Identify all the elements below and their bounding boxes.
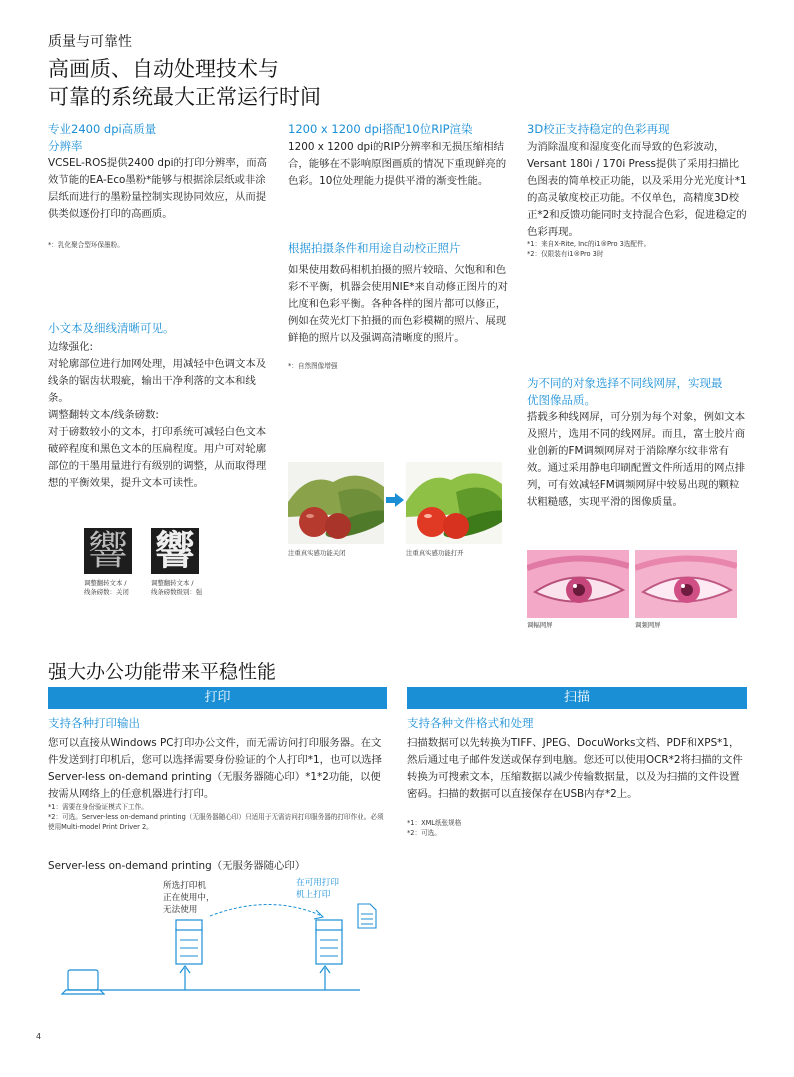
glyph-sample-off: 響 <box>84 528 132 574</box>
rip-text: 1200 x 1200 dpi的RIP分辨率和无损压缩相结合，能够在不影响原图画质的情况下重现鲜亮的色彩。10位处理能力提供平滑的渐变性能。 <box>288 141 507 187</box>
glyph-caption-on-line1: 调整翻转文本 / <box>151 579 194 587</box>
heading-resolution-line1: 专业2400 dpi高质量 <box>48 122 157 136</box>
edge-enhance-text: 对轮廓部位进行加网处理，用减轻中色调文本及线条的锯齿状瑕疵，输出干净利落的文本和线条。 <box>48 358 267 404</box>
scan-text: 扫描数据可以先转换为TIFF、JPEG、DocuWorks文档、PDF和XPS*1，然后通过电子邮件发送或保存到电脑。您还可以使用OCR*2将扫描的文件转换为可搜索文本，压缩数据以减少传输数据量，以及为扫描的文件设置密码。扫描的数据可以直接保存在USB内存*2上。 <box>407 737 743 800</box>
adjust-text: 对于磅数较小的文本，打印系统可减轻白色文本破碎程度和黑色文本的压扁程度。用户可对轮廓部位的干墨用量进行有级别的调整，从而取得理想的平衡效果，提升文本可读性。 <box>48 426 267 489</box>
resolution-footnote: *：乳化聚合型环保墨粉。 <box>48 241 124 249</box>
auto-correct-text: 如果使用数码相机拍摄的照片较暗、欠饱和和色彩不平衡，机器会使用NIE*来自动修正图片的对比度和色彩平衡。各种各样的图片都可以修正，例如在荧光灯下拍摄的而色彩模糊的照片、展现鲜艳的照片以及强调高清晰度的照片。 <box>288 264 509 344</box>
caption-realism-off: 注重真实感功能关闭 <box>288 549 346 557</box>
photo-am-screen <box>527 550 629 618</box>
heading-screens <box>527 375 752 409</box>
glyph-caption-on-line2: 线条磅数级别：强 <box>151 588 203 596</box>
heading-rip: 1200 x 1200 dpi搭配10位RIP渲染 <box>288 122 473 136</box>
glyph-caption-off-line2: 线条磅数：关闭 <box>84 588 129 596</box>
heading-resolution <box>48 121 268 155</box>
laptop-icon <box>62 970 104 994</box>
server-less-diagram <box>60 898 390 1008</box>
print-bar: 打印 <box>48 687 387 709</box>
busy-printer-label-line3: 无法使用 <box>163 905 198 915</box>
photo-fm-screen <box>635 550 737 618</box>
busy-printer-label-line2: 正在使用中， <box>163 893 215 903</box>
available-printer-label-line1: 在可用打印 <box>296 878 339 888</box>
page-title <box>48 55 321 111</box>
available-printer-label-line2: 机上打印 <box>296 890 331 900</box>
resolution-text: VCSEL-ROS提供2400 dpi的打印分辨率，而高效节能的EA-Eco墨粉*能够与根据涂层纸或非涂层纸而进行的墨粉量控制实现协同效应，从而提供类似逐份打印的高画质。 <box>48 157 267 220</box>
print-note2: *2：可选。Server-less on-demand printing（无服务器随心印）只适用于无需访问打印服务器的打印作业。必须使用Multi-model Print Driver 2。 <box>48 813 384 831</box>
heading-screens-line1: 为不同的对象选择不同线网屏，实现最 <box>527 376 723 390</box>
heading-scan-formats: 支持各种文件格式和处理 <box>407 716 534 730</box>
print-note1: *1：需要在身份验证模式下工作。 <box>48 803 148 811</box>
heading-small-text: 小文本及细线清晰可见。 <box>48 321 175 335</box>
page-title-line1: 高画质、自动处理技术与 <box>48 57 279 81</box>
arrow-right-icon <box>386 492 404 511</box>
page-title-line2: 可靠的系统最大正常运行时间 <box>48 85 321 109</box>
print-text: 您可以直接从Windows PC打印办公文件，而无需访问打印服务器。在文件发送到打印机后，您可以选择需要身份验证的个人打印*1，也可以选择Server-less on-demand printing（无服务器随心印）*1*2功能，以便按需从网络上的任意机器进行打印。 <box>48 737 382 800</box>
screens-text: 搭载多种线网屏，可分别为每个对象，例如文本及照片，选用不同的线网屏。而且，富士胶片商业创新的FM调频网屏对于消除摩尔纹非常有效。通过采用静电印刷配置文件所适用的网点排列，可有效减轻FM调频网屏中较易出现的颗粒状粗糙感，实现平滑的图像质量。 <box>527 411 746 508</box>
auto-correct-footnote: *：自然图像增强 <box>288 362 338 370</box>
caption-am-screen: 调幅网屏 <box>527 621 553 629</box>
edge-enhance-block <box>48 339 270 492</box>
edge-enhance-title: 边缘强化: <box>48 341 94 353</box>
caption-realism-on: 注重真实感功能打开 <box>406 549 464 557</box>
3d-correction-note1: *1：来自X-Rite, Inc的i1®Pro 3选配件。 <box>527 240 651 248</box>
caption-fm-screen: 调频网屏 <box>635 621 661 629</box>
scan-note1: *1：XML纸张规格 <box>407 819 462 827</box>
document-icon <box>358 904 376 928</box>
glyph-sample-strong: 響 <box>151 528 199 574</box>
glyph-caption-off <box>84 579 129 597</box>
3d-correction-note2: *2：仅限装有i1®Pro 3时 <box>527 250 604 258</box>
scan-bar: 扫描 <box>407 687 747 709</box>
office-section-title: 强大办公功能带来平稳性能 <box>48 661 277 683</box>
diagram-title: Server-less on-demand printing（无服务器随心印） <box>48 860 306 872</box>
heading-print-output: 支持各种打印输出 <box>48 716 140 730</box>
printer-icon-available <box>316 920 342 964</box>
glyph-caption-off-line1: 调整翻转文本 / <box>84 579 127 587</box>
heading-screens-line2: 优图像品质。 <box>527 393 596 407</box>
printer-icon-busy <box>176 920 202 964</box>
heading-resolution-line2: 分辨率 <box>48 139 83 153</box>
scan-note2: *2：可选。 <box>407 829 441 837</box>
3d-correction-text: 为消除温度和湿度变化而导致的色彩波动，Versant 180i / 170i Press提供了采用扫描比色图表的简单校正功能，以及采用分光光度计*1的高灵敏度校正功能。不仅单色，高精度3D校正*2和反馈功能同时支持混合色彩，促进稳定的色彩再现。 <box>527 141 747 238</box>
heading-3d-correction: 3D校正支持稳定的色彩再现 <box>527 122 670 136</box>
busy-printer-label-line1: 所选打印机 <box>163 881 206 891</box>
page-number: 4 <box>36 1032 42 1041</box>
photo-realism-on <box>406 462 502 544</box>
photo-realism-off <box>288 462 384 544</box>
adjust-title: 调整翻转文本/线条磅数: <box>48 409 159 421</box>
section-label: 质量与可靠性 <box>48 34 132 50</box>
glyph-caption-on <box>151 579 202 597</box>
heading-auto-correct: 根据拍摄条件和用途自动校正照片 <box>288 241 461 255</box>
